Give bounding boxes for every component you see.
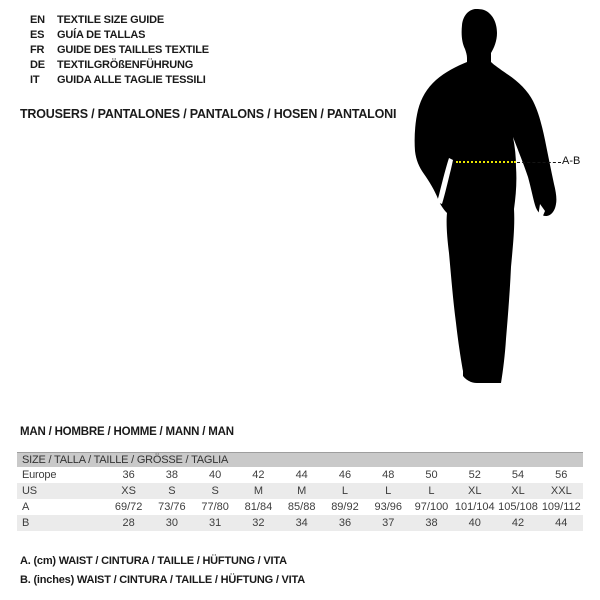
- table-cell: L: [385, 485, 392, 497]
- waist-measure-line-dashed: [517, 162, 561, 163]
- row-label: Europe: [22, 469, 57, 481]
- table-cell: 73/76: [158, 501, 186, 513]
- table-cell: 28: [122, 517, 135, 529]
- table-cell: XL: [511, 485, 525, 497]
- table-cell: XXL: [550, 485, 572, 497]
- table-cell: L: [428, 485, 435, 497]
- silhouette-shape: [415, 9, 557, 383]
- language-code: DE: [30, 59, 45, 71]
- table-cell: 77/80: [201, 501, 229, 513]
- language-label: GUIDE DES TAILLES TEXTILE: [57, 44, 209, 56]
- table-cell: S: [211, 485, 219, 497]
- table-cell: M: [253, 485, 264, 497]
- garment-title: TROUSERS / PANTALONES / PANTALONS / HOSEN / PANTALONI: [20, 107, 397, 121]
- table-cell: 69/72: [114, 501, 143, 513]
- note-a: A. (cm) WAIST / CINTURA / TAILLE / HÜFTUNG / VITA: [20, 555, 287, 567]
- table-cell: 36: [338, 517, 352, 529]
- size-table: [17, 452, 583, 531]
- table-cell: 97/100: [414, 501, 449, 513]
- man-silhouette-figure: [405, 5, 565, 390]
- table-cell: 38: [165, 469, 179, 481]
- waist-measure-label: A-B: [562, 155, 581, 167]
- table-cell: 50: [425, 469, 438, 481]
- language-list: [30, 13, 209, 88]
- row-label: A: [22, 501, 30, 513]
- table-cell: 30: [165, 517, 179, 529]
- language-row: [30, 43, 209, 58]
- table-row-b-inches: [17, 515, 583, 531]
- note-b: B. (inches) WAIST / CINTURA / TAILLE / HÜFTUNG / VITA: [20, 574, 305, 586]
- table-cell: L: [341, 485, 349, 497]
- table-cell: 40: [468, 517, 481, 529]
- language-label: GUIDA ALLE TAGLIE TESSILI: [57, 74, 206, 86]
- table-row-europe: [17, 467, 583, 483]
- table-cell: 40: [209, 469, 222, 481]
- table-cell: 89/92: [331, 501, 359, 513]
- language-code: EN: [30, 14, 45, 26]
- gender-section-title: MAN / HOMBRE / HOMME / MANN / MAN: [20, 426, 234, 438]
- table-cell: 32: [252, 517, 265, 529]
- language-row: [30, 73, 209, 88]
- row-label: US: [22, 485, 37, 497]
- table-row-a-cm: [17, 499, 583, 515]
- table-cell: 44: [295, 469, 308, 481]
- language-label: TEXTILE SIZE GUIDE: [57, 14, 165, 26]
- table-cell: 52: [468, 469, 481, 481]
- table-row-us: [17, 483, 583, 499]
- table-cell: 109/112: [541, 501, 581, 513]
- table-cell: 56: [555, 469, 568, 481]
- man-silhouette-svg: [405, 5, 565, 390]
- table-cell: XL: [468, 485, 482, 497]
- table-cell: 34: [295, 517, 308, 529]
- table-cell: 42: [511, 517, 525, 529]
- table-cell: 81/84: [244, 501, 273, 513]
- size-table-header: SIZE / TALLA / TAILLE / GRÖSSE / TAGLIA: [17, 452, 583, 467]
- table-cell: 85/88: [287, 501, 316, 513]
- table-cell: 105/108: [498, 501, 538, 513]
- table-cell: 44: [555, 517, 568, 529]
- language-label: GUÍA DE TALLAS: [57, 29, 146, 41]
- row-label: B: [22, 517, 30, 529]
- table-cell: 42: [252, 469, 265, 481]
- language-label: TEXTILGRÖßENFÜHRUNG: [57, 59, 194, 71]
- table-cell: 37: [382, 517, 395, 529]
- table-cell: 54: [511, 469, 525, 481]
- table-cell: 31: [209, 517, 222, 529]
- waist-measure-line-dotted: [456, 161, 516, 163]
- table-cell: 46: [338, 469, 352, 481]
- language-row: [30, 58, 209, 73]
- language-row: [30, 13, 209, 28]
- language-code: IT: [30, 74, 40, 86]
- language-code: FR: [30, 44, 45, 56]
- table-cell: 48: [382, 469, 395, 481]
- language-row: [30, 28, 209, 43]
- table-cell: 38: [425, 517, 438, 529]
- table-cell: 93/96: [374, 501, 402, 513]
- table-cell: XS: [121, 485, 136, 497]
- table-cell: M: [297, 485, 307, 497]
- table-cell: 101/104: [454, 501, 495, 513]
- language-code: ES: [30, 29, 45, 41]
- measurement-notes: [20, 552, 305, 590]
- table-cell: S: [168, 485, 176, 497]
- table-cell: 36: [122, 469, 135, 481]
